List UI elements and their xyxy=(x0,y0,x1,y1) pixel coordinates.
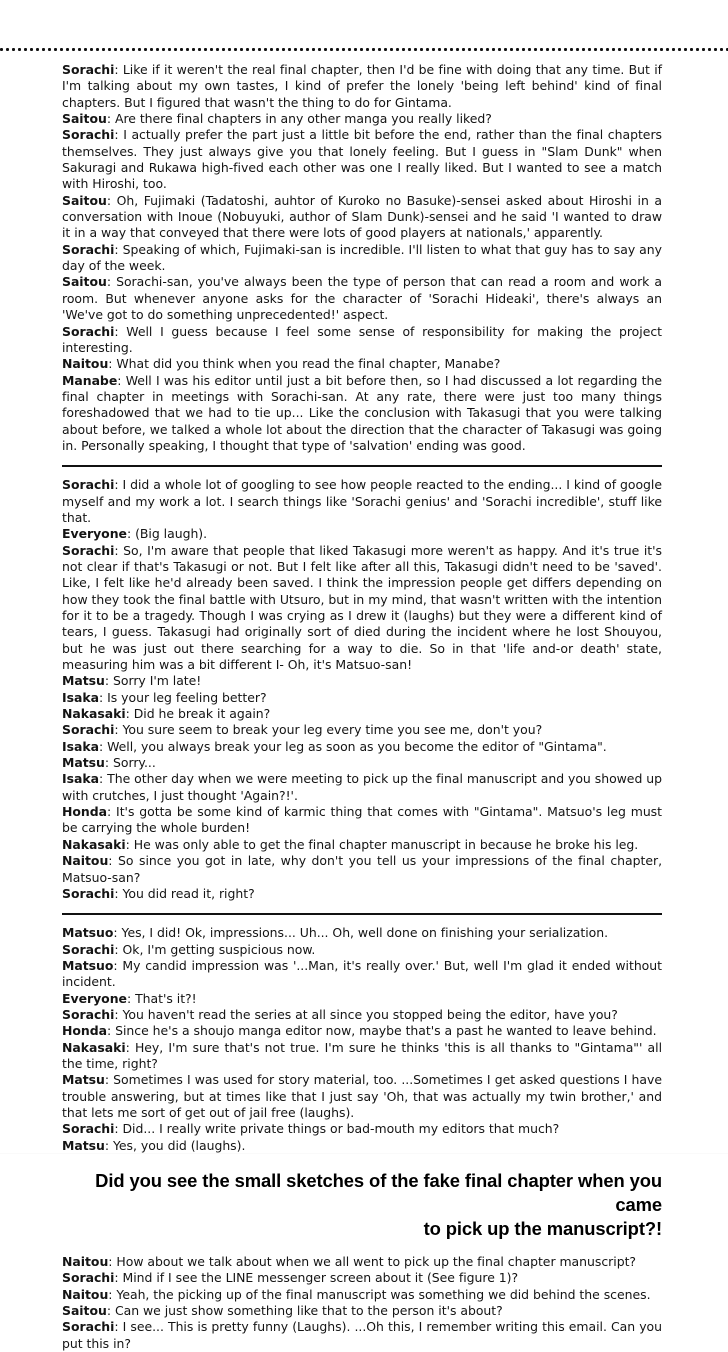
pull-heading-line-2: to pick up the manuscript?! xyxy=(423,1218,662,1239)
dialogue-colon: : xyxy=(104,755,113,771)
dialogue-line xyxy=(62,1287,662,1303)
speaker-name: Naitou xyxy=(62,1254,109,1269)
transcript-section-2 xyxy=(62,477,662,902)
dialogue-colon: : xyxy=(117,372,126,388)
dialogue-colon: : xyxy=(106,274,117,290)
speaker-name: Naitou xyxy=(62,1286,109,1302)
dialogue-line xyxy=(62,127,662,192)
dialogue-colon: : xyxy=(106,192,117,208)
dialogue-line xyxy=(62,804,662,837)
dialogue-line xyxy=(62,543,662,674)
speaker-name: Saitou xyxy=(62,111,107,127)
speaker-name: Matsuo xyxy=(62,957,114,973)
dialogue-colon: : xyxy=(125,1039,135,1055)
top-dotted-divider xyxy=(0,48,728,51)
speaker-name: Sorachi xyxy=(62,1319,115,1335)
speaker-name: Sorachi xyxy=(62,1121,115,1137)
dialogue-colon: : xyxy=(104,1137,113,1153)
dialogue-text: Ok, I'm getting suspicious now. xyxy=(122,941,316,957)
speaker-name: Sorachi xyxy=(62,323,115,339)
dialogue-line xyxy=(62,886,662,902)
dialogue-line xyxy=(62,1270,662,1286)
dialogue-colon: : xyxy=(108,853,118,869)
dialogue-colon: : xyxy=(114,477,123,493)
dialogue-line xyxy=(62,942,662,958)
dialogue-text: Yeah, the picking up of the final manuscript was something we did behind the scenes. xyxy=(116,1286,651,1302)
speaker-name: Manabe xyxy=(62,372,118,388)
dialogue-text: I actually prefer the part just a little bit before the end, rather than the final chapters themselves. They just always give you that lonely feeling. But I guess in "Slam Dunk" when Sakuragi and Rukawa high-fived each other was one I really liked. But I wanted to see a match with Hiroshi, too. xyxy=(62,127,662,192)
dialogue-text: Is your leg feeling better? xyxy=(107,689,267,705)
dialogue-text: Did he break it again? xyxy=(133,706,271,722)
dialogue-text: What did you think when you read the final chapter, Manabe? xyxy=(116,356,501,372)
dialogue-colon: : xyxy=(108,356,117,372)
speaker-name: Sorachi xyxy=(62,1006,115,1022)
speaker-name: Isaka xyxy=(62,689,99,705)
bottom-page-edge xyxy=(0,1153,728,1154)
dialogue-text: Well I guess because I feel some sense of responsibility for making the project interesting. xyxy=(62,323,662,355)
speaker-name: Saitou xyxy=(62,1303,107,1319)
speaker-name: Sorachi xyxy=(62,1270,115,1286)
dialogue-colon: : xyxy=(114,127,124,143)
speaker-name: Sorachi xyxy=(62,127,115,143)
dialogue-text: That's it?! xyxy=(135,990,197,1006)
speaker-name: Sorachi xyxy=(62,62,115,77)
dialogue-line xyxy=(62,324,662,357)
dialogue-line xyxy=(62,477,662,526)
speaker-name: Matsu xyxy=(62,755,105,771)
speaker-name: Sorachi xyxy=(62,941,115,957)
dialogue-colon: : xyxy=(114,1270,123,1286)
transcript-section-1 xyxy=(62,62,662,454)
speaker-name: Honda xyxy=(62,804,108,820)
dialogue-colon: : xyxy=(126,990,136,1006)
dialogue-colon: : xyxy=(114,941,123,957)
dialogue-line xyxy=(62,1040,662,1073)
dialogue-line xyxy=(62,706,662,722)
dialogue-text: Are there final chapters in any other manga you really liked? xyxy=(114,111,492,127)
dialogue-line xyxy=(62,673,662,689)
speaker-name: Everyone xyxy=(62,526,127,542)
dialogue-colon: : xyxy=(114,542,124,558)
speaker-name: Matsu xyxy=(62,673,105,689)
dialogue-text: Well I was his editor until just a bit before then, so I had discussed a lot regarding the final chapter in meetings with Sorachi-san. At any rate, there were just too many things foreshadowed that we had to tie up... Like the conclusion with Takasugi that you were talking about before, we talked a whole lot about the direction that the character of Takasugi was going in. Personally speaking, I thought that type of 'salvation' ending was good. xyxy=(62,372,662,453)
dialogue-line xyxy=(62,1072,662,1121)
dialogue-text: It's gotta be some kind of karmic thing that comes with "Gintama". Matsuo's leg must be carrying the whole burden! xyxy=(62,804,662,836)
dialogue-text: (Big laugh). xyxy=(135,526,208,542)
speaker-name: Naitou xyxy=(62,853,109,869)
speaker-name: Sorachi xyxy=(62,477,115,493)
dialogue-text: Yes, you did (laughs). xyxy=(112,1137,246,1153)
dialogue-text: So, I'm aware that people that liked Takasugi more weren't as happy. And it's true it's not clear if that's Takasugi or not. But I felt like after all this, Takasugi didn't need to be 'saved'. Like, I felt like he'd already been saved. I think the impression people get differs depending on how they took the final battle with Utsuro, but in my mind, that wasn't written with the intention for it to be a tragedy. Though I was crying as I drew it (laughs) but they were a different kind of tears, I guess. Takasugi had originally sort of died during the incident where he lost Shouyou, but he was just out there searching for a way to die. So in that 'life and-or death' state, measuring him was a bit different I- Oh, it's Matsuo-san! xyxy=(62,542,662,673)
speaker-name: Nakasaki xyxy=(62,836,126,852)
dialogue-colon: : xyxy=(114,1319,123,1335)
dialogue-line xyxy=(62,853,662,886)
dialogue-text: Sorry... xyxy=(112,755,156,771)
dialogue-colon: : xyxy=(99,738,108,754)
dialogue-line xyxy=(62,193,662,242)
speaker-name: Sorachi xyxy=(62,722,115,738)
dialogue-colon: : xyxy=(99,771,108,787)
dialogue-colon: : xyxy=(107,1023,116,1039)
pull-heading-line-1: Did you see the small sketches of the fake final chapter when you came xyxy=(95,1170,662,1215)
dialogue-text: I did a whole lot of googling to see how people reacted to the ending... I kind of google myself and my work a lot. I search things like 'Sorachi genius' and 'Sorachi incredible', stuff like that. xyxy=(62,477,662,525)
dialogue-line xyxy=(62,739,662,755)
dialogue-colon: : xyxy=(99,689,108,705)
dialogue-line xyxy=(62,925,662,941)
pull-quote-heading xyxy=(62,1169,662,1241)
dialogue-line xyxy=(62,1303,662,1319)
dialogue-line xyxy=(62,373,662,455)
dialogue-text: Hey, I'm sure that's not true. I'm sure he thinks 'this is all thanks to "Gintama"' all the time, right? xyxy=(62,1039,663,1071)
speaker-name: Honda xyxy=(62,1023,108,1039)
dialogue-text: Like if it weren't the real final chapter, then I'd be fine with doing that any time. But if I'm talking about my own tastes, I kind of prefer the lonely 'being left behind' kind of final chapters. But I figured that wasn't the thing to do for Gintama. xyxy=(62,62,662,110)
speaker-name: Matsu xyxy=(62,1137,105,1153)
dialogue-colon: : xyxy=(106,111,115,127)
dialogue-line xyxy=(62,722,662,738)
dialogue-text: Oh, Fujimaki (Tadatoshi, auhtor of Kuroko no Basuke)-sensei asked about Hiroshi in a conversation with Inoue (Nobuyuki, author of Slam Dunk)-sensei and he said 'I wanted to draw it in a way that conveyed that there were lots of good players at nationals,' apparently. xyxy=(62,192,662,241)
dialogue-line xyxy=(62,1007,662,1023)
dialogue-line xyxy=(62,111,662,127)
dialogue-text: Well, you always break your leg as soon as you become the editor of "Gintama". xyxy=(107,738,607,754)
dialogue-colon: : xyxy=(114,1121,123,1137)
dialogue-colon: : xyxy=(125,836,134,852)
dialogue-text: Mind if I see the LINE messenger screen about it (See figure 1)? xyxy=(122,1270,519,1286)
dialogue-line xyxy=(62,991,662,1007)
dialogue-line xyxy=(62,771,662,804)
dialogue-text: You haven't read the series at all since you stopped being the editor, have you? xyxy=(122,1006,618,1022)
dialogue-line xyxy=(62,356,662,372)
dialogue-text: I see... This is pretty funny (Laughs). ...Oh this, I remember writing this email. Can you put this in? xyxy=(62,1319,662,1351)
dialogue-colon: : xyxy=(108,1254,117,1269)
speaker-name: Naitou xyxy=(62,356,109,372)
dialogue-text: Can we just show something like that to the person it's about? xyxy=(114,1303,503,1319)
section-divider-1 xyxy=(62,465,662,467)
dialogue-text: My candid impression was '...Man, it's really over.' But, well I'm glad it ended without incident. xyxy=(62,957,662,990)
dialogue-colon: : xyxy=(125,706,134,722)
dialogue-line xyxy=(62,274,662,323)
transcript-section-3 xyxy=(62,925,662,1154)
speaker-name: Matsu xyxy=(62,1072,105,1088)
dialogue-text: Did... I really write private things or bad-mouth my editors that much? xyxy=(122,1121,560,1137)
dialogue-colon: : xyxy=(106,1303,115,1319)
dialogue-text: Sorachi-san, you've always been the type of person that can read a room and work a room. But whenever anyone asks for the character of 'Sorachi Hideaki', there's always an 'We've got to do something unprecedented!' aspect. xyxy=(62,274,663,323)
transcript-section-4 xyxy=(62,1254,662,1352)
dialogue-line xyxy=(62,690,662,706)
dialogue-text: So since you got in late, why don't you tell us your impressions of the final chapter, Matsuo-san? xyxy=(62,853,662,885)
dialogue-colon: : xyxy=(108,1286,117,1302)
dialogue-colon: : xyxy=(107,804,117,820)
section-divider-2 xyxy=(62,913,662,915)
dialogue-text: You did read it, right? xyxy=(122,885,255,901)
dialogue-text: Speaking of which, Fujimaki-san is incredible. I'll listen to what that guy has to say any day of the week. xyxy=(62,241,662,274)
dialogue-colon: : xyxy=(114,885,123,901)
dialogue-text: How about we talk about when we all went to pick up the final chapter manuscript? xyxy=(116,1254,637,1269)
dialogue-line xyxy=(62,755,662,771)
speaker-name: Sorachi xyxy=(62,542,115,558)
dialogue-line xyxy=(62,958,662,991)
dialogue-line xyxy=(62,1319,662,1352)
dialogue-text: Sorry I'm late! xyxy=(112,673,202,689)
dialogue-line xyxy=(62,1138,662,1154)
speaker-name: Isaka xyxy=(62,771,99,787)
dialogue-text: Sometimes I was used for story material, too. ...Sometimes I get asked questions I have trouble answering, but at times like that I just say 'Oh, that was actually my twin brother,' and that lets me sort of get out of jail free (laughs). xyxy=(62,1072,662,1120)
dialogue-colon: : xyxy=(114,1006,123,1022)
speaker-name: Everyone xyxy=(62,990,127,1006)
speaker-name: Nakasaki xyxy=(62,1039,126,1055)
dialogue-colon: : xyxy=(126,526,136,542)
dialogue-colon: : xyxy=(113,957,123,973)
speaker-name: Isaka xyxy=(62,738,99,754)
speaker-name: Sorachi xyxy=(62,885,115,901)
dialogue-text: He was only able to get the final chapter manuscript in because he broke his leg. xyxy=(133,836,639,852)
speaker-name: Sorachi xyxy=(62,241,115,257)
speaker-name: Nakasaki xyxy=(62,706,126,722)
transcript-content xyxy=(62,62,662,1352)
dialogue-line xyxy=(62,1023,662,1039)
dialogue-colon: : xyxy=(104,673,113,689)
dialogue-text: The other day when we were meeting to pick up the final manuscript and you showed up with crutches, I just thought 'Again?!'. xyxy=(62,771,662,803)
dialogue-text: Yes, I did! Ok, impressions... Uh... Oh, well done on finishing your serialization. xyxy=(121,925,609,941)
dialogue-text: Since he's a shoujo manga editor now, maybe that's a past he wanted to leave behind. xyxy=(115,1023,657,1039)
dialogue-colon: : xyxy=(114,323,127,339)
dialogue-line xyxy=(62,837,662,853)
dialogue-colon: : xyxy=(114,62,123,77)
speaker-name: Saitou xyxy=(62,274,107,290)
dialogue-line xyxy=(62,1121,662,1137)
dialogue-colon: : xyxy=(114,722,123,738)
dialogue-colon: : xyxy=(113,925,122,941)
dialogue-colon: : xyxy=(104,1072,114,1088)
dialogue-line xyxy=(62,62,662,111)
dialogue-text: You sure seem to break your leg every time you see me, don't you? xyxy=(122,722,543,738)
speaker-name: Saitou xyxy=(62,192,107,208)
dialogue-colon: : xyxy=(114,241,123,257)
dialogue-line xyxy=(62,1254,662,1270)
dialogue-line xyxy=(62,242,662,275)
speaker-name: Matsuo xyxy=(62,925,114,941)
dialogue-line xyxy=(62,526,662,542)
